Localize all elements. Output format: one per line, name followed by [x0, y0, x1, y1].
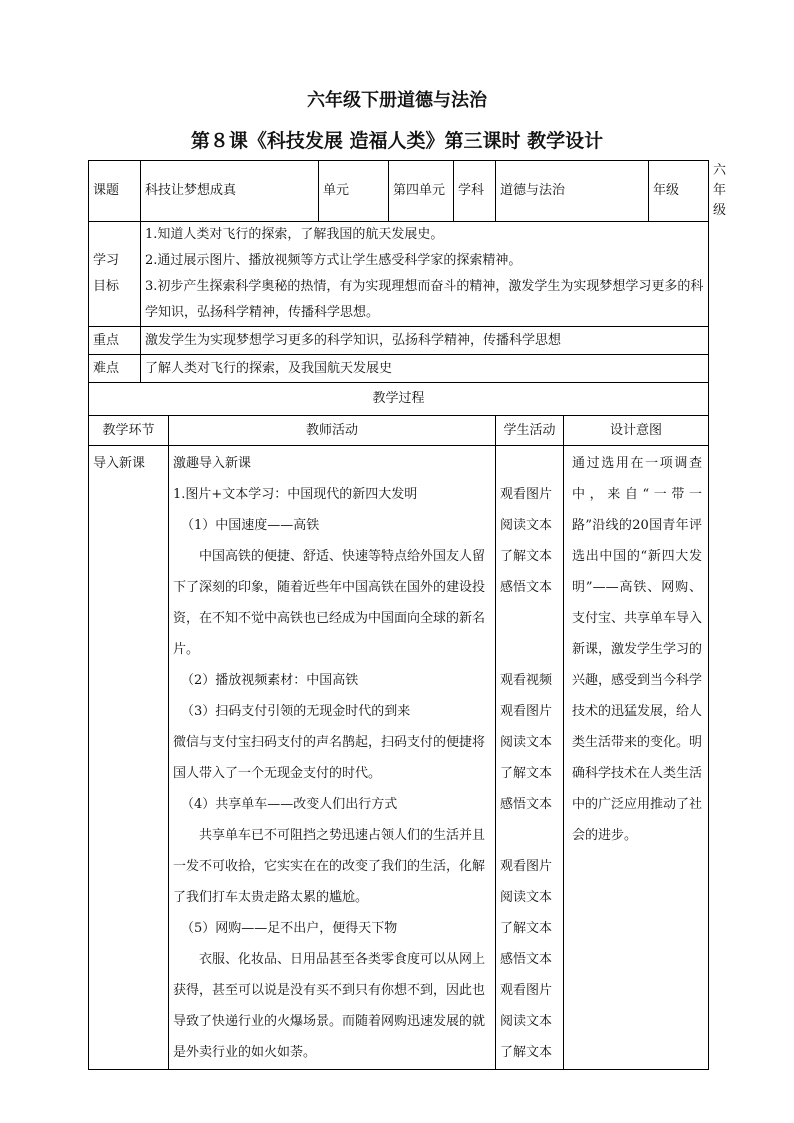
student-line: 阅读文本	[500, 890, 553, 905]
student-line: 观看图片	[500, 704, 553, 719]
student-line	[500, 820, 559, 851]
student-line: 了解文本	[500, 549, 553, 564]
student-line: 观看视频	[500, 673, 553, 688]
subject-value: 道德与法治	[496, 161, 649, 222]
student-line: 阅读文本	[500, 518, 553, 533]
student-activity	[496, 446, 564, 1070]
design-intent: 通过选用在一项调查中，来自“一带一路”沿线的20国青年评选出中国的“新四大发明”——高铁、网购、支付宝、共享单车导入新课，激发学生学习的兴趣，感受到当今科学技术的迅猛发展，给人类生活带来的变化。明确科学技术在人类生活中的广泛应用推动了社会的进步。	[564, 446, 709, 1070]
student-line: 观看图片	[500, 487, 553, 502]
teacher-line: 激趣导入新课	[173, 456, 252, 471]
student-line	[500, 634, 559, 665]
unit-value: 第四单元	[389, 161, 454, 222]
goal-item: 3.初步产生探索科学奥秘的热情，有为实现理想而奋斗的精神，激发学生为实现梦想学习更多的科学知识，弘扬科学精神，传播科学思想。	[145, 279, 704, 320]
key-point-label: 重点	[89, 327, 141, 355]
topic-value: 科技让梦想成真	[141, 161, 319, 222]
teacher-line: 中国高铁的便捷、舒适、快速等特点给外国友人留下了深刻的印象，随着近些年中国高铁在国外的建设投资，在不知不觉中高铁也已经成为中国面向全球的新名片。	[173, 549, 486, 657]
student-line: 观看图片	[500, 983, 553, 998]
teacher-activity	[169, 446, 496, 1070]
student-line: 了解文本	[500, 1045, 553, 1060]
grade-label: 年级	[649, 161, 709, 222]
student-line: 了解文本	[500, 766, 553, 781]
student-line	[500, 603, 559, 634]
goals-label: 学习 目标	[89, 222, 141, 327]
document-subtitle: 第８课《科技发展 造福人类》第三课时 教学设计	[190, 130, 604, 152]
teacher-line: 共享单车已不可阻挡之势迅速占领人们的生活并且一发不可收拾，它实实在在的改变了我们的生活，化解了我们打车太贵走路太累的尴尬。	[173, 828, 486, 905]
student-line	[500, 448, 559, 479]
student-line: 了解文本	[500, 921, 553, 936]
student-line: 感悟文本	[500, 580, 553, 595]
difficulty-value: 了解人类对飞行的探索，及我国航天发展史	[141, 355, 709, 383]
unit-label: 单元	[319, 161, 389, 222]
col-header-teacher: 教师活动	[169, 416, 496, 446]
topic-label: 课题	[89, 161, 141, 222]
difficulty-label: 难点	[89, 355, 141, 383]
teacher-line: 衣服、化妆品、日用品甚至各类零食度可以从网上获得，甚至可以说是没有买不到只有你想不到，因此也导致了快递行业的火爆场景。而随着网购迅速发展的就是外卖行业的如火如荼。	[173, 952, 486, 1060]
process-heading: 教学过程	[89, 383, 709, 416]
teacher-line: 1.图片+文本学习：中国现代的新四大发明	[173, 487, 418, 502]
col-header-design: 设计意图	[564, 416, 709, 446]
student-line: 感悟文本	[500, 797, 553, 812]
col-header-stage: 教学环节	[89, 416, 169, 446]
stage-cell: 导入新课	[89, 446, 169, 1070]
student-line: 阅读文本	[500, 735, 553, 750]
student-line: 阅读文本	[500, 1014, 553, 1029]
lesson-plan-table: 课题 科技让梦想成真 单元 第四单元 学科 道德与法治 年级 六年级 学习 目标 1.知道人类对飞行的探索，了解我国的航天发展史。 2.通过展示图片、播放视频等方式让学生感受科学家的探索精神。 3.初步产生探索科学奥秘的热情，有为实现理想而奋斗的精神，激发学生为实现梦想学习更多的科学知识，弘扬科学精神，传播科学思想。 重点 激发学生为实现梦想学习更多的科学知识，弘扬科学精神，传播科学思想 难点 了解人类对飞行的探索，及我国航天发展史 教学过程 教学环节 教师活动 学生活动 设计意图 导入新课 激趣导入新课 1.图片+文本学习：中国现代的新四大发明 （1）中国速度——高铁 中国高铁的便捷、舒适、快速等特点给外国友人留下了深刻的印象，随着近些年中国高铁在国外的建设投资，在不知不觉中高铁也已经成为中国面向全球的新名片。 （2）播放视频素材：中国高铁 （3）扫码支付引领的无现金时代的到来 微信与支付宝扫码支付的声名鹊起，扫码支付的便捷将国人带入了一个无现金支付的时代。 （4）共享单车——改变人们出行方式 共享单车已不可阻挡之势迅速占领人们的生活并且一发不可收拾，它实实在在的改变了我们的生活，化解了我们打车太贵走路太累的尴尬。 （5）网购——足不出户，便得天下物 衣服、化妆品、日用品甚至各类零食度可以从网上获得，甚至可以说是没有买不到只有你想不到，因此也导致了快递行业的火爆场景。而随着网购迅速发展的就是外卖行业的如火如荼。 观看图片 阅读文本 了解文本 感悟文本 观看视频 观看图片 阅读文本 了解文本 感悟文本 观看图片 阅读文本 了解文本 感悟文本 观看图片 阅读文本 了解文本 通过选用在一项调查中，来自“一带一路”沿线的20国青年评选出中国的“新四大发明”——高铁、网购、支付宝、共享单车导入新课，激发学生学习的兴趣，感受到当今科学技术的迅猛发展，给人类生活带来的变化。明确科学技术在人类生活中的广泛应用推动了社会的进步。	[88, 160, 709, 1070]
col-header-student: 学生活动	[496, 416, 564, 446]
teacher-line: （4）共享单车——改变人们出行方式	[181, 797, 398, 812]
goals-content	[141, 222, 709, 327]
document-title: 六年级下册道德与法治	[307, 90, 487, 111]
goal-item: 2.通过展示图片、播放视频等方式让学生感受科学家的探索精神。	[145, 253, 522, 268]
teacher-line: 微信与支付宝扫码支付的声名鹊起，扫码支付的便捷将国人带入了一个无现金支付的时代。	[173, 735, 486, 781]
subject-label: 学科	[454, 161, 496, 222]
student-line: 观看图片	[500, 859, 553, 874]
goal-item: 1.知道人类对飞行的探索，了解我国的航天发展史。	[145, 227, 444, 242]
teacher-line: （2）播放视频素材：中国高铁	[181, 673, 359, 688]
student-line: 感悟文本	[500, 952, 553, 967]
teacher-line: （5）网购——足不出户，便得天下物	[181, 921, 398, 936]
key-point-value: 激发学生为实现梦想学习更多的科学知识，弘扬科学精神，传播科学思想	[141, 327, 709, 355]
teacher-line: （3）扫码支付引领的无现金时代的到来	[181, 704, 411, 719]
teacher-line: （1）中国速度——高铁	[181, 518, 320, 533]
